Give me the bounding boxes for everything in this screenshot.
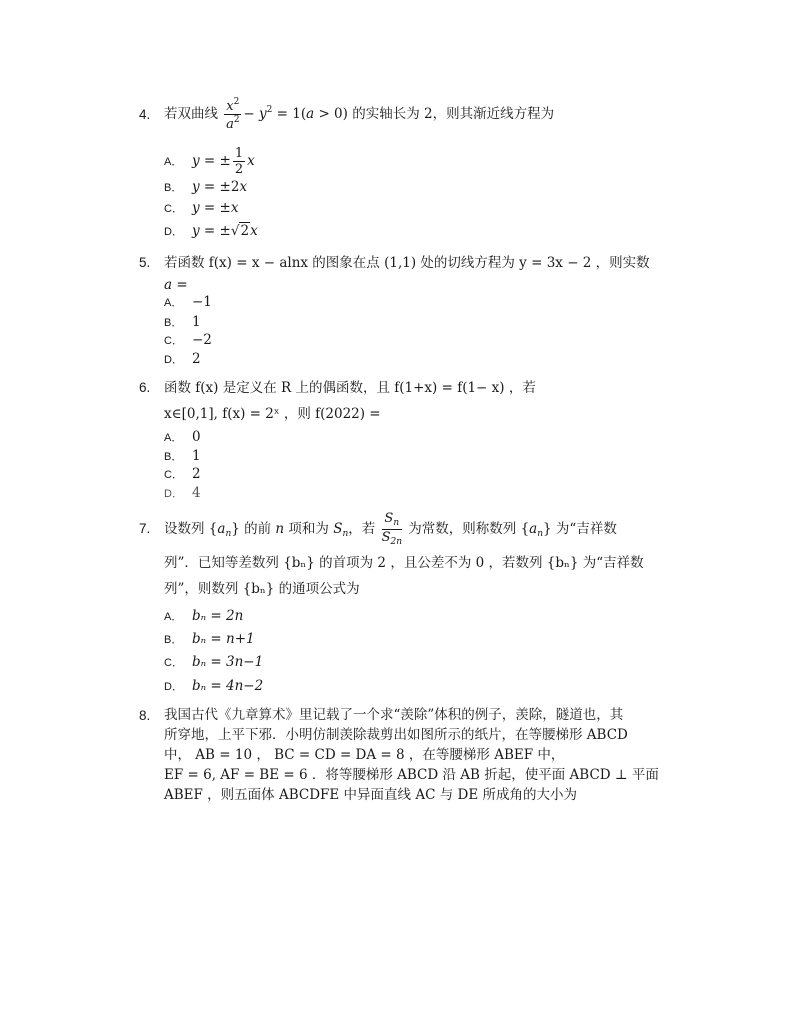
question-number: 7. bbox=[139, 521, 151, 536]
question-number: 8. bbox=[139, 708, 151, 723]
option-d[interactable]: D． bₙ = 4n−2 bbox=[164, 678, 264, 694]
option-d[interactable]: D． 4 bbox=[164, 485, 201, 501]
option-c[interactable]: C． −2 bbox=[164, 332, 212, 348]
option-d[interactable]: D． y = ±√2x bbox=[164, 223, 258, 239]
option-c[interactable]: C． bₙ = 3n−1 bbox=[164, 654, 264, 670]
question-stem: 设数列 $\{a_n\}$ 的前 n 项和为 $S_n$，若 $\frac{S_n}{S_{2n}}$ 为常数，则称数列 $\{a_n\}$ 为“吉祥数 列”．已知等差数列 {bₙ} 的首项为 2 ，且公差不为 0 ，若数列 {bₙ} 为“吉祥数 列”，则数列 {bₙ} 的通项公式为 bbox=[164, 511, 644, 597]
option-d[interactable]: D． 2 bbox=[164, 351, 201, 367]
option-b[interactable]: B． y = ±2x bbox=[164, 179, 248, 195]
option-c[interactable]: C． 2 bbox=[164, 466, 201, 482]
question-number: 6. bbox=[139, 380, 151, 395]
option-c[interactable]: C． y = ±x bbox=[164, 200, 239, 216]
option-a[interactable]: A． bₙ = 2n bbox=[164, 608, 244, 624]
option-a[interactable]: A． 0 bbox=[164, 429, 201, 445]
fraction: $\frac{x^2}{a^2}$ bbox=[226, 97, 240, 132]
option-a[interactable]: A． y = ± $\frac{1}{2}$ x bbox=[164, 146, 255, 177]
option-b[interactable]: B． 1 bbox=[164, 314, 201, 330]
option-b[interactable]: B． 1 bbox=[164, 448, 201, 464]
question-stem: 我国古代《九章算术》里记载了一个求“羡除”体积的例子，羡除，隧道也，其 所穿地，上平下邪．小明仿制羡除裁剪出如图所示的纸片，在等腰梯形 ABCD 中， AB = 10 ， BC = CD = DA = 8 ，在等腰梯形 ABEF 中， EF = 6, AF = BE = 6 ．将等腰梯形 ABCD 沿 AB 折起，使平面 ABCD ⊥ 平面 ABEF ，则五面体 ABCDFE 中异面直线 AC 与 DE 所成角的大小为 bbox=[164, 707, 659, 803]
option-b[interactable]: B． bₙ = n+1 bbox=[164, 631, 255, 647]
question-number: 5. bbox=[139, 255, 151, 270]
option-a[interactable]: A． −1 bbox=[164, 294, 212, 310]
question-number: 4. bbox=[139, 107, 151, 122]
question-stem: 若双曲线 $\frac{x^2}{a^2}$ − $y^2 = 1(a > 0)$ 的实轴长为 2，则其渐近线方程为 bbox=[164, 97, 555, 132]
question-stem: 函数 f(x) 是定义在 R 上的偶函数，且 f(1+x) = f(1− x) ，若 x∈[0,1], f(x) = 2ˣ ，则 f(2022) = bbox=[164, 380, 536, 422]
question-stem: 若函数 f(x) = x − alnx 的图象在点 (1,1) 处的切线方程为 y = 3x − 2 ，则实数 a = bbox=[164, 255, 650, 293]
